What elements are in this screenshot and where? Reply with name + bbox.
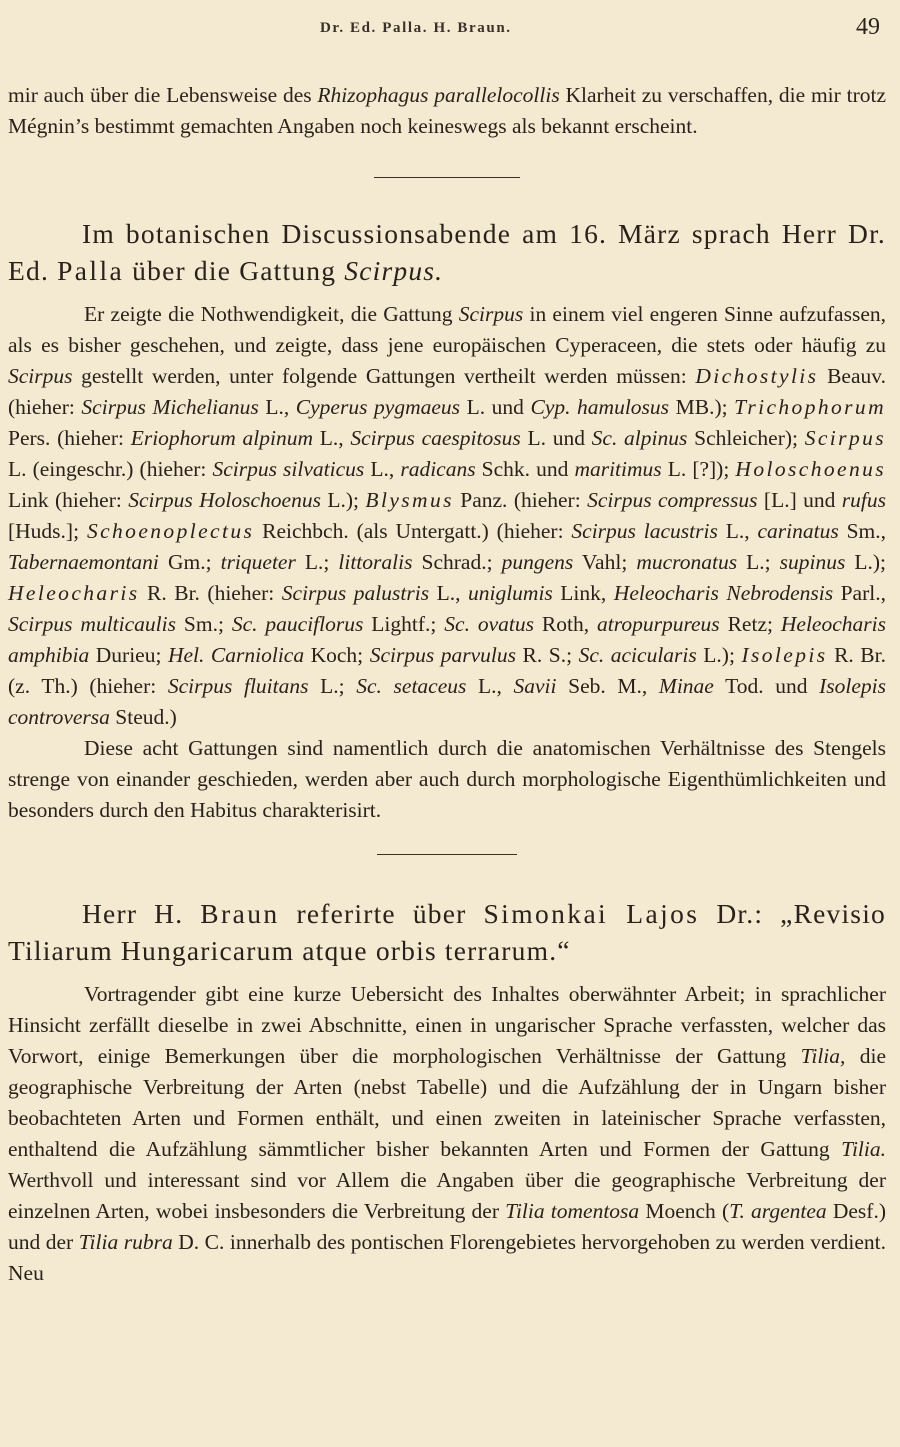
species-name: Scirpus parvulus xyxy=(369,643,516,667)
text-run: Desf.) und der xyxy=(8,1199,886,1254)
text-run: Pers. (hieher: xyxy=(8,426,131,450)
heading-genus: Scirpus. xyxy=(344,255,444,286)
text-run: Lightf.; xyxy=(363,612,445,636)
heading-text-cont: über die Gattung xyxy=(124,255,345,286)
species-name: Minae xyxy=(658,674,714,698)
species-name: Scirpus Holoschoenus xyxy=(128,488,321,512)
text-run: Vortragender gibt eine kurze Uebersicht des Inhaltes oberwähnter Arbeit; in sprachlicher Hinsicht zerfällt dieselbe in zwei Abschnitte, einen in ungarischer Sprache verfassten, welcher das Vorwort, einige Bemerkungen über die morphologischen Verhältnisse der Gattung xyxy=(8,982,886,1068)
species-name: T. argentea xyxy=(729,1199,827,1223)
text-run: L., xyxy=(364,457,401,481)
section1-paragraph-2: Diese acht Gattungen sind namentlich durch die anatomischen Verhältnisse des Stengels strenge von einander geschieden, werden aber auch durch morphologische Eigenthümlichkeiten und besonders durch den Habitus charakterisirt. xyxy=(8,736,886,822)
species-name: Eriophorum alpinum xyxy=(130,426,314,450)
section-divider xyxy=(377,854,517,855)
text-run: L. (eingeschr.) (hieher: xyxy=(8,457,213,481)
text-run: L., xyxy=(313,426,351,450)
intro-text: mir auch über die Lebensweise des xyxy=(8,83,318,107)
species-name: pungens xyxy=(501,550,574,574)
text-run: Sm., xyxy=(838,519,886,543)
text-run: R. Br. (hieher: xyxy=(139,581,282,605)
section-divider xyxy=(374,177,520,178)
species-name: supinus xyxy=(779,550,846,574)
running-head: Dr. Ed. Palla. H. Braun. xyxy=(320,20,512,36)
text-run: L.; xyxy=(308,674,357,698)
species-name: littoralis xyxy=(338,550,413,574)
text-run: MB.); xyxy=(669,395,735,419)
species-name: triqueter xyxy=(220,550,296,574)
species-name: atropurpureus xyxy=(597,612,720,636)
text-run: Vahl; xyxy=(573,550,637,574)
heading-author: Simonkai Lajos xyxy=(483,898,700,929)
genus-name: Isolepis xyxy=(741,643,828,667)
species-name: Scirpus xyxy=(458,302,524,326)
species-name: Sc. setaceus xyxy=(356,674,467,698)
section1-paragraph-1 xyxy=(8,299,886,733)
species-name: Tabernaemontani xyxy=(8,550,159,574)
text-run: Schk. und xyxy=(475,457,575,481)
text-run: L.); xyxy=(696,643,742,667)
text-run: Er zeigte die Nothwendigkeit, die Gattung xyxy=(84,302,459,326)
species-name: uniglumis xyxy=(467,581,553,605)
text-run: L., xyxy=(258,395,296,419)
text-run: L.); xyxy=(320,488,366,512)
text-run: Durieu; xyxy=(89,643,168,667)
text-run: in einem viel engeren Sinne aufzufassen, als es bisher geschehen, und zeigte, dass jene europäischen Cyperaceen, die stets oder häufig zu xyxy=(8,302,886,357)
species-name: Heleocharis Nebrodensis xyxy=(613,581,834,605)
text-run: Retz; xyxy=(719,612,781,636)
genus-name: Holoschoenus xyxy=(735,457,887,481)
section2-paragraph-1 xyxy=(8,979,886,1289)
text-run: [L.] und xyxy=(757,488,842,512)
species-name: radicans xyxy=(400,457,476,481)
species-name: maritimus xyxy=(574,457,662,481)
species-name: Tilia rubra xyxy=(78,1230,173,1254)
species-name: Scirpus fluitans xyxy=(167,674,309,698)
intro-text-cont: Klarheit zu verschaffen, die mir trotz Mégnin’s bestimmt gemachten Angaben noch keineswegs als bekannt erscheint. xyxy=(8,83,887,138)
species-name: rufus xyxy=(841,488,886,512)
text-run: Schleicher); xyxy=(687,426,805,450)
text-run: L.; xyxy=(295,550,339,574)
genus-name: Heleocharis xyxy=(8,581,140,605)
text-run: R. Br. (z. Th.) (hieher: xyxy=(8,643,886,698)
species-name: carinatus xyxy=(757,519,839,543)
text-run: [Huds.]; xyxy=(8,519,87,543)
heading-text: Herr H. xyxy=(82,898,201,929)
species-name: Sc. pauciflorus xyxy=(231,612,364,636)
text-run: Reichbch. (als Untergatt.) (hieher: xyxy=(254,519,572,543)
genus-name: Trichophorum xyxy=(734,395,887,419)
text-run: Moench ( xyxy=(639,1199,730,1223)
text-run: Koch; xyxy=(304,643,370,667)
species-name: Scirpus palustris xyxy=(281,581,430,605)
species-name: Savii xyxy=(513,674,557,698)
text-run: Seb. M., xyxy=(556,674,659,698)
text-run: Parl., xyxy=(833,581,886,605)
species-name: Scirpus silvaticus xyxy=(212,457,365,481)
text-run: D. C. innerhalb des pontischen Florengebietes hervorgehoben zu werden verdient. Neu xyxy=(8,1230,887,1285)
text-run: L. [?]); xyxy=(661,457,736,481)
species-name: Tilia tomentosa xyxy=(505,1199,640,1223)
text-run: Panz. (hieher: xyxy=(453,488,588,512)
text-run: gestellt werden, unter folgende Gattungen vertheilt werden müssen: xyxy=(72,364,696,388)
text-run: L., xyxy=(717,519,758,543)
text-run: L. und xyxy=(460,395,531,419)
genus-name: Blysmus xyxy=(365,488,454,512)
text-run: L. und xyxy=(520,426,592,450)
heading-name: Palla xyxy=(57,255,125,286)
species-name: Cyp. hamulosus xyxy=(530,395,670,419)
species-name: Tilia. xyxy=(841,1137,886,1161)
genus-name: Schoenoplectus xyxy=(86,519,255,543)
species-name: Isolepis controversa xyxy=(8,674,886,729)
text-run: L.; xyxy=(737,550,780,574)
text-run: Roth, xyxy=(534,612,598,636)
intro-paragraph xyxy=(8,80,886,142)
species-name: Cyperus pygmaeus xyxy=(295,395,461,419)
text-run: L.); xyxy=(845,550,886,574)
species-name: Heleocharis amphibia xyxy=(8,612,886,667)
text-run: Steud.) xyxy=(109,705,177,729)
text-run: R. S.; xyxy=(515,643,579,667)
species-name: Tilia, xyxy=(800,1044,846,1068)
intro-species: Rhizophagus parallelocollis xyxy=(317,83,560,107)
heading-name: Braun xyxy=(200,898,280,929)
genus-name: Dichostylis xyxy=(695,364,819,388)
heading-text-cont: referirte über xyxy=(279,898,484,929)
species-name: Scirpus lacustris xyxy=(571,519,718,543)
section2-heading xyxy=(8,895,886,969)
page-number: 49 xyxy=(856,14,880,40)
text-run: die geographische Verbreitung der Arten (nebst Tabelle) und die Aufzählung der in Ungarn bisher beobachteten Arten und Formen enthält, und einen zweiten in lateinischer Sprache verfassten, enthaltend die Aufzählung sämmtlicher bisher bekannten Arten und Formen der Gattung xyxy=(8,1044,886,1161)
species-name: Scirpus multicaulis xyxy=(8,612,176,636)
species-name: mucronatus xyxy=(636,550,738,574)
species-name: Sc. acicularis xyxy=(578,643,697,667)
section1-heading xyxy=(8,215,886,289)
text-run: L., xyxy=(429,581,468,605)
text-run: Link, xyxy=(552,581,614,605)
species-name: Scirpus compressus xyxy=(587,488,758,512)
species-name: Sc. alpinus xyxy=(591,426,688,450)
text-run: L., xyxy=(466,674,514,698)
species-name: Sc. ovatus xyxy=(444,612,534,636)
species-name: Hel. Carniolica xyxy=(167,643,305,667)
text-run: Beauv. (hieher: xyxy=(8,364,886,419)
text-run: Sm.; xyxy=(175,612,232,636)
species-name: Scirpus xyxy=(8,364,73,388)
genus-name: Scirpus xyxy=(804,426,887,450)
species-name: Scirpus Michelianus xyxy=(81,395,259,419)
page-header xyxy=(0,14,900,44)
text-run: Werthvoll und interessant sind vor Allem die Angaben über die geographische Verbreitung der einzelnen Arten, wobei insbesonders die Verbreitung der xyxy=(8,1168,886,1223)
heading-text: Im botanischen Discussionsabende am 16. März sprach Herr Dr. Ed. xyxy=(8,218,886,286)
species-name: Scirpus caespitosus xyxy=(350,426,521,450)
text-run: Schrad.; xyxy=(412,550,502,574)
page-body xyxy=(8,80,886,1289)
text-run: Link (hieher: xyxy=(8,488,129,512)
text-run: Gm.; xyxy=(158,550,221,574)
heading-title: Dr.: „Revisio Tiliarum Hungaricarum atque orbis terrarum.“ xyxy=(8,898,886,966)
text-run: Tod. und xyxy=(713,674,820,698)
